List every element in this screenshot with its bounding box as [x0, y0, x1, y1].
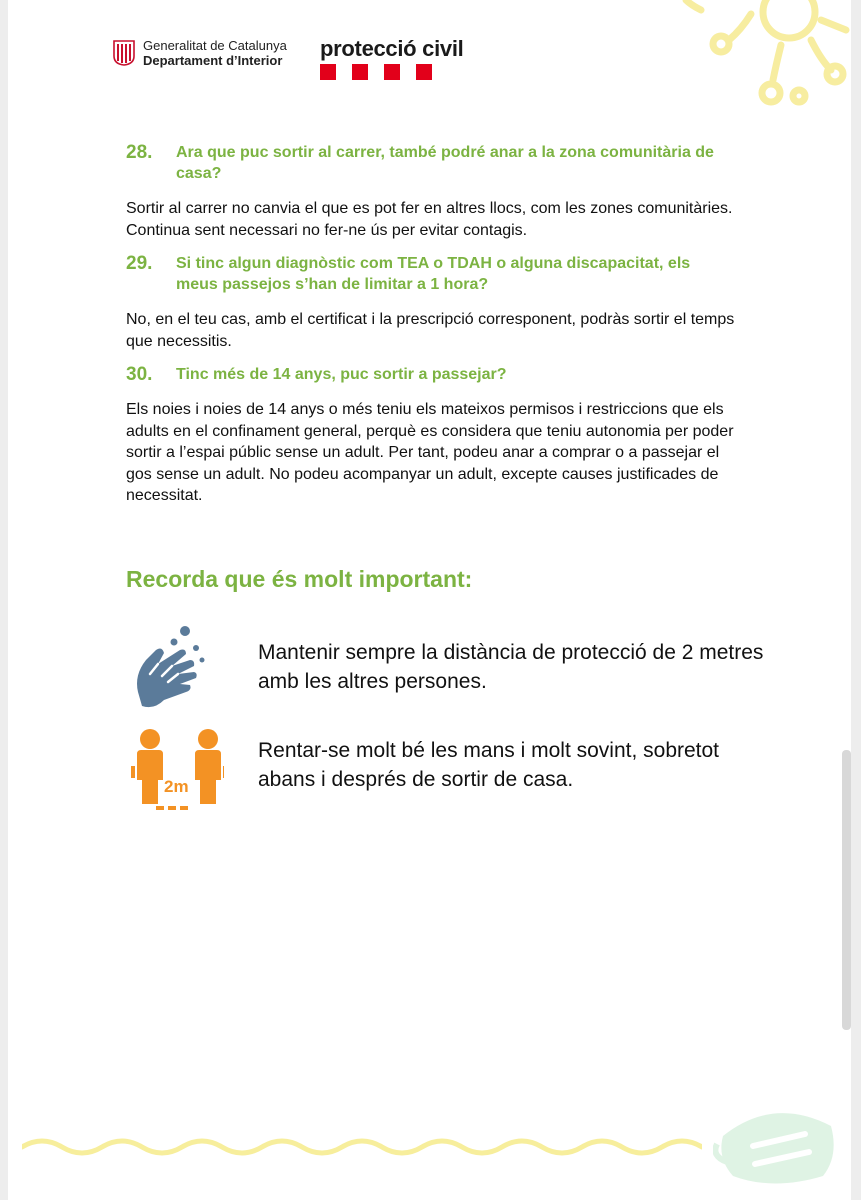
red-square — [384, 64, 400, 80]
generalitat-emblem-icon — [113, 40, 135, 66]
faq-question-text: Tinc més de 14 anys, puc sortir a passejar? — [176, 366, 507, 383]
faq-number: 28. — [126, 142, 153, 163]
proteccio-civil-title: protecció civil — [320, 36, 464, 61]
reminder-tip-handwashing: Rentar-se molt bé les mans i molt sovint, sobretot abans i després de sortir de casa. — [258, 739, 720, 791]
faq-question — [126, 364, 736, 385]
faq-number: 30. — [126, 364, 153, 385]
wavy-line-decoration — [22, 1125, 702, 1165]
faq-question-text: Si tinc algun diagnòstic com TEA o TDAH o alguna discapacitat, els meus passejos s’han de limitar a 1 hora? — [176, 255, 691, 293]
generalitat-logo-block — [113, 38, 287, 70]
red-square — [320, 64, 336, 80]
department-name: Departament d’Interior — [143, 53, 283, 68]
handwashing-icon — [128, 620, 218, 715]
proteccio-civil-squares — [320, 64, 432, 80]
faq-item-28 — [126, 142, 736, 241]
virus-decoration-icon — [681, 0, 851, 115]
reminder-tip-distance: Mantenir sempre la distància de protecció de 2 metres amb les altres persones. — [258, 641, 764, 693]
faq-number: 29. — [126, 253, 153, 274]
generalitat-name: Generalitat de Catalunya — [143, 38, 287, 53]
faq-question — [126, 253, 736, 295]
red-square — [352, 64, 368, 80]
scrollbar-thumb[interactable] — [842, 750, 851, 1030]
red-square — [416, 64, 432, 80]
face-mask-decoration-icon — [713, 1096, 843, 1191]
document-page — [8, 0, 851, 1200]
faq-answer: No, en el teu cas, amb el certificat i la prescripció corresponent, podràs sortir el temps que necessitis. — [126, 311, 735, 350]
faq-answer: Els noies i noies de 14 anys o més teniu els mateixos permisos i restriccions que els adults en el confinament general, perquè es considera que teniu autonomia per poder sortir a l’espai públic sense un adult. Per tant, podeu anar a comprar o a passejar el gos sense un adult. No podeu acompanyar un adult, excepte causes justificades de necessitat. — [126, 401, 734, 504]
faq-answer: Sortir al carrer no canvia el que es pot fer en altres llocs, com les zones comunitàries. Continua sent necessari no fer-ne ús per evitar contagis. — [126, 200, 733, 239]
distance-label: 2m — [164, 777, 189, 796]
faq-item-30 — [126, 364, 736, 507]
faq-question — [126, 142, 736, 184]
social-distance-icon — [128, 728, 224, 810]
faq-question-text: Ara que puc sortir al carrer, també podré anar a la zona comunitària de casa? — [176, 144, 714, 182]
faq-item-29 — [126, 253, 736, 352]
reminder-heading: Recorda que és molt important: — [126, 566, 473, 592]
